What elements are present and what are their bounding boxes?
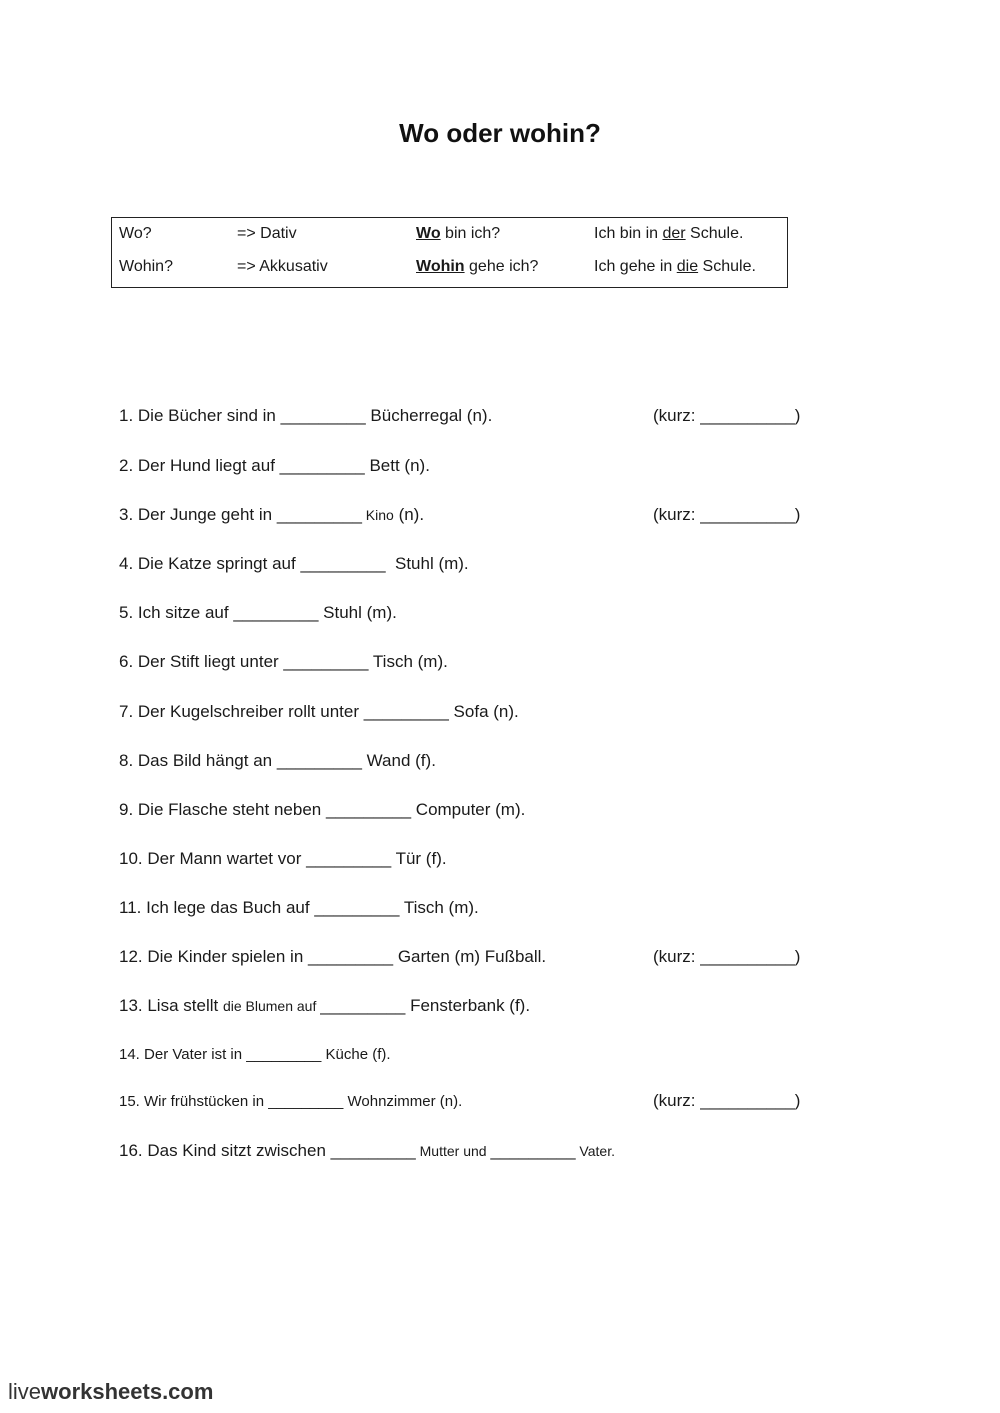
- exercise-text: die Blumen auf: [222, 998, 321, 1014]
- exercise-text: Küche (f).: [321, 1046, 391, 1063]
- exercise-text: Tisch (m).: [399, 898, 479, 917]
- exercise-text: 7. Der Kugelschreiber rollt unter: [119, 702, 364, 721]
- answer-blank[interactable]: _________: [325, 800, 412, 819]
- kurz-blank-15[interactable]: (kurz: __________): [653, 1091, 801, 1110]
- rule-question: Wohin?: [119, 258, 173, 275]
- exercise-12: [119, 947, 546, 967]
- exercise-9: [119, 800, 525, 820]
- exercise-15: [119, 1093, 462, 1110]
- rule-keyword: Wo: [416, 225, 441, 242]
- answer-blank[interactable]: _________: [280, 406, 366, 425]
- kurz-blank-1[interactable]: (kurz: __________): [653, 406, 801, 425]
- rule-answer-pre: Ich bin in: [594, 225, 663, 242]
- exercise-5: [119, 603, 397, 623]
- exercise-text: 4. Die Katze springt auf: [119, 554, 301, 573]
- rule-row-dativ: [112, 225, 787, 247]
- exercise-7: [119, 702, 519, 722]
- exercise-text: 3. Der Junge geht in: [119, 505, 277, 524]
- exercise-text: 10. Der Mann wartet vor: [119, 849, 307, 868]
- kurz-blank-12[interactable]: (kurz: __________): [653, 947, 801, 966]
- exercise-text: 2. Der Hund liegt auf: [119, 456, 280, 475]
- exercise-text: Tisch (m).: [368, 652, 448, 671]
- exercise-text: Sofa (n).: [448, 702, 519, 721]
- rule-example-question: [416, 258, 538, 276]
- exercise-text: 1. Die Bücher sind in: [119, 406, 281, 425]
- answer-blank[interactable]: _________: [314, 898, 400, 917]
- exercise-4: [119, 554, 469, 574]
- answer-blank[interactable]: _________: [320, 996, 406, 1015]
- rule-question-rest: gehe ich?: [464, 258, 539, 275]
- liveworksheets-logo[interactable]: [8, 1379, 213, 1405]
- answer-blank[interactable]: _________: [283, 652, 369, 671]
- exercise-8: [119, 751, 436, 771]
- exercise-text: Bett (n).: [364, 456, 430, 475]
- answer-blank[interactable]: _________: [363, 702, 449, 721]
- rule-question: Wo?: [119, 225, 152, 242]
- exercise-16: [119, 1141, 615, 1161]
- answer-blank[interactable]: _________: [276, 505, 362, 524]
- rule-article: die: [676, 258, 699, 275]
- rule-example-answer: [594, 225, 743, 243]
- exercise-text: Mutter und: [415, 1143, 491, 1159]
- exercise-text: Stuhl (m).: [318, 603, 397, 622]
- rule-case: => Dativ: [237, 225, 297, 242]
- answer-blank[interactable]: _________: [330, 1141, 416, 1160]
- rule-keyword: Wohin: [416, 258, 465, 275]
- exercise-text: Wand (f).: [361, 751, 436, 770]
- grammar-rule-table: [111, 217, 788, 288]
- exercise-text: 6. Der Stift liegt unter: [119, 652, 284, 671]
- exercise-text: Kino: [361, 507, 394, 523]
- rule-question-rest: bin ich?: [440, 225, 501, 242]
- exercise-text: 9. Die Flasche steht neben: [119, 800, 326, 819]
- exercise-text: 12. Die Kinder spielen in: [119, 947, 309, 966]
- exercise-text: Computer (m).: [411, 800, 526, 819]
- exercise-text: 16. Das Kind sitzt zwischen: [119, 1141, 331, 1160]
- page-title: Wo oder wohin?: [399, 118, 601, 148]
- answer-blank[interactable]: _________: [276, 751, 362, 770]
- exercise-text: Bücherregal (n).: [365, 406, 493, 425]
- answer-blank[interactable]: _________: [490, 1141, 576, 1160]
- exercise-text: 8. Das Bild hängt an: [119, 751, 277, 770]
- rule-case: => Akkusativ: [237, 258, 328, 275]
- exercise-11: [119, 898, 479, 918]
- answer-blank[interactable]: _________: [246, 1046, 322, 1063]
- rule-example-answer: [594, 258, 756, 276]
- exercise-text: Tür (f).: [391, 849, 447, 868]
- exercise-text: 15. Wir frühstücken in: [119, 1093, 269, 1110]
- answer-blank[interactable]: _________: [233, 603, 319, 622]
- exercise-10: [119, 849, 447, 869]
- rule-article: der: [662, 225, 686, 242]
- exercise-text: Vater.: [575, 1143, 615, 1159]
- exercise-text: (n).: [393, 505, 425, 524]
- logo-worksheets: worksheets.com: [41, 1379, 214, 1404]
- answer-blank[interactable]: _________: [308, 947, 394, 966]
- answer-blank[interactable]: _________: [306, 849, 392, 868]
- exercise-13: [119, 996, 530, 1016]
- exercise-6: [119, 652, 448, 672]
- rule-answer-post: Schule.: [698, 258, 756, 275]
- exercise-text: 5. Ich sitze auf: [119, 603, 234, 622]
- answer-blank[interactable]: _________: [300, 554, 386, 573]
- rule-example-question: [416, 225, 500, 243]
- exercise-text: Wohnzimmer (n).: [343, 1093, 463, 1110]
- exercise-text: 13. Lisa stellt: [119, 996, 223, 1015]
- kurz-blank-3[interactable]: (kurz: __________): [653, 505, 801, 524]
- exercise-text: Stuhl (m).: [385, 554, 469, 573]
- exercise-text: 11. Ich lege das Buch auf: [119, 898, 315, 917]
- rule-answer-pre: Ich gehe in: [594, 258, 677, 275]
- exercise-text: Garten (m) Fußball.: [393, 947, 547, 966]
- exercise-14: [119, 1046, 391, 1063]
- exercise-text: Fensterbank (f).: [405, 996, 531, 1015]
- exercise-2: [119, 456, 430, 476]
- exercise-3: [119, 505, 424, 525]
- logo-live: live: [8, 1379, 42, 1404]
- exercise-text: 14. Der Vater ist in: [119, 1046, 247, 1063]
- answer-blank[interactable]: _________: [268, 1093, 344, 1110]
- exercise-1: [119, 406, 492, 426]
- rule-answer-post: Schule.: [685, 225, 744, 242]
- answer-blank[interactable]: _________: [279, 456, 365, 475]
- rule-row-akkusativ: [112, 258, 787, 280]
